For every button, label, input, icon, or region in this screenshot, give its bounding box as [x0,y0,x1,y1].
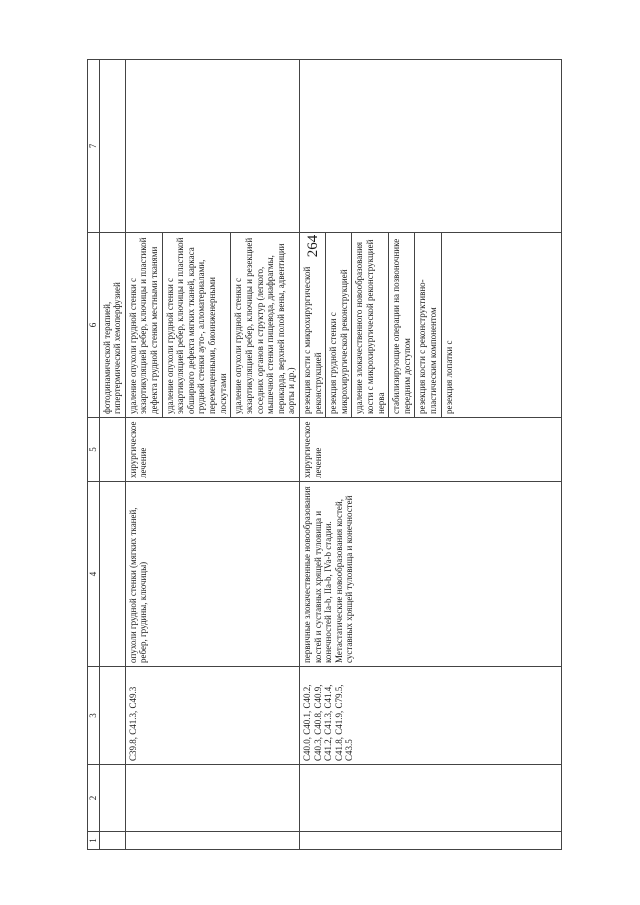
table-row [299,60,561,850]
cell [125,832,299,850]
treatment-cell: хирургическое лечение [125,418,299,482]
medical-care-table [87,59,562,850]
method-cell: фотодинамической терапией, гипертермической хемоперфузией [99,233,125,418]
method-item: резекция кости с реконструктивно-пластическим компонентом [415,233,441,417]
rotated-table-frame [87,60,562,850]
method-cell [299,233,561,418]
cell [299,832,561,850]
cell [125,60,299,233]
method-item: резекция кости с микрохирургической реконструкцией [300,233,326,417]
code-cell: C39.8, C41.3, C49.3 [125,667,299,765]
table-row-continuation [99,60,125,850]
cell [299,765,561,832]
cell [99,60,125,233]
method-item: резекция грудной стенки с микрохирургической реконструкцией [326,233,352,417]
description-cell: опухоли грудной стенки (мягких тканей, ребер, грудины, ключицы) [125,482,299,667]
header-col-2: 2 [88,765,100,832]
treatment-cell: хирургическое лечение [299,418,561,482]
cell [299,60,561,233]
method-cell [125,233,299,418]
header-row [88,60,100,850]
cell [99,667,125,765]
method-item: удаление опухоли грудной стенки с экзартикуляцией ребер, ключицы и пластикой обширного дефекта мягких тканей, каркаса грудной стенки ауто-, алломатериалами, перемещенными, биоинженерными лоскутами [163,233,232,417]
description-cell: первичные злокачественные новообразования костей и суставных хрящей туловища и конечностей Ia-b, IIa-b, IVa-b стадии. Метастатические новообразования костей, суставных хрящей туловища и конечностей [299,482,561,667]
cell [99,832,125,850]
code-cell: C40.0, C40.1, C40.2, C40.3, C40.8, C40.9, C41.2, C41.3, C41.4, C41.8, C41.9, C79.5, C43.5 [299,667,561,765]
table-row [125,60,299,850]
cell [99,765,125,832]
header-col-6: 6 [88,233,100,418]
method-item: удаление злокачественного новообразования кости с микрохирургической реконструкцией нерва [352,233,389,417]
page-number: 264 [305,234,321,258]
header-col-7: 7 [88,60,100,233]
header-col-1: 1 [88,832,100,850]
method-item: резекция лопатки с [443,340,454,414]
method-item: удаление опухоли грудной стенки с экзартикуляцией ребер, ключицы и резекцией соседних органов и структур (легкого, мышечной стенки пищевода, диафрагмы, перикарда, верхней полой вены, адвентиции аорты и др.) [233,237,297,414]
cell [99,418,125,482]
table-container [87,60,562,850]
cell [125,765,299,832]
method-item: стабилизирующие операции на позвоночнике передним доступом [389,233,415,417]
header-col-5: 5 [88,418,100,482]
method-item: удаление опухоли грудной стенки с экзартикуляцией ребер, ключицы и пластикой дефекта грудной стенки местными тканями [126,233,163,417]
cell [99,482,125,667]
header-col-4: 4 [88,482,100,667]
header-col-3: 3 [88,667,100,765]
